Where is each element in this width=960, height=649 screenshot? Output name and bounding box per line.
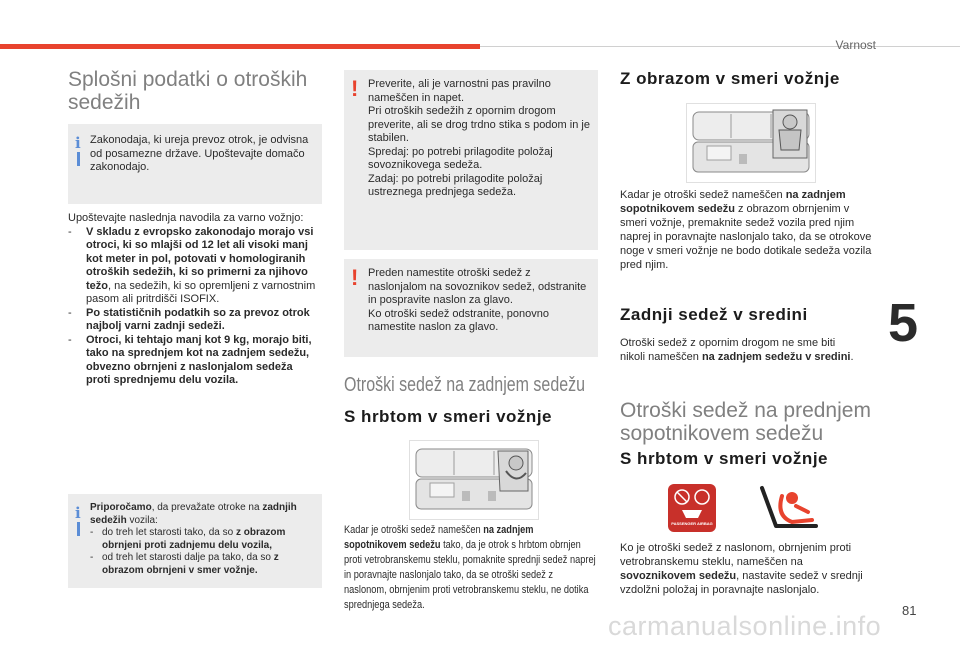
list-item: - V skladu z evropsko zakonodajo morajo vsi otroci, ki so mlajši od 12 let ali visoki manj kot meter in pol, potovati v homologiranih otroških sedežih, ki so primerni za njihovo težo, na sedežih, ki so opremljeni z varnostnim pasom ali pritrdišči ISOFIX. — [68, 225, 316, 305]
forward-seat-svg — [687, 104, 815, 182]
general-body — [68, 212, 320, 388]
warning-icon: ! — [351, 76, 359, 101]
info-icon: i — [75, 134, 81, 152]
forward-facing-text — [620, 188, 876, 272]
header-rule — [480, 46, 960, 47]
cs-text-bold: na zadnjem sedežu v sredini — [701, 351, 851, 363]
header-accent-bar — [0, 44, 480, 49]
forward-facing-illustration — [686, 103, 816, 183]
rear-seat-svg — [410, 441, 538, 519]
sub-list-item: - od treh let starosti dalje pa tako, da so z obrazom obrnjeni v smer vožnje. — [90, 552, 279, 576]
sub-list-item: - do treh let starosti tako, da so z obrazom obrnjeni proti zadnjemu delu vozila, — [90, 527, 286, 551]
list-item: - Otroci, ki tehtajo manj kot 9 kg, morajo biti, tako na sprednjem kot na zadnjem sedežu, obvezno obrnjeni z naslonjalom sedeža proti sprednjemu delu vozila. — [68, 333, 312, 386]
child-seat-icon — [756, 482, 826, 536]
rec-text2: vozila: — [126, 514, 158, 526]
rf-text-bold: na zadnjem sopotnikovem sedežu — [344, 524, 534, 551]
info-box-recommendation — [68, 494, 322, 588]
forward-facing-title: Z obrazom v smeri vožnje — [620, 69, 840, 88]
warning-box-headrest — [344, 259, 598, 357]
fs-text-c: , nastavite sedež v srednji vzdolžni položaj in poravnajte naslonjalo. — [620, 570, 863, 596]
sub-text: od treh let starosti dalje pa tako, da so — [102, 552, 274, 563]
rear-facing-title: S hrbtom v smeri vožnje — [344, 407, 552, 426]
info-bar — [77, 522, 80, 536]
item-rest: , na sedežih, ki so opremljeni z varnostnim pasom ali pritrdišči ISOFIX. — [86, 279, 316, 305]
rec-bold2: zadnjih sedežih — [90, 502, 297, 526]
page-number: 81 — [902, 603, 917, 618]
warning-box-seatbelt — [344, 70, 598, 250]
rec-text: , da prevažate otroke na — [151, 502, 263, 513]
watermark: carmanualsonline.info — [608, 611, 882, 641]
sub-bold: z obrazom obrnjeni proti zadnjemu delu vozila, — [102, 527, 286, 551]
ff-text-a: Kadar je otroški sedež nameščen — [620, 189, 786, 201]
front-seat-title: Otroški sedež na prednjem sopotnikovem sedežu — [620, 399, 871, 445]
rec-bold: Priporočamo — [90, 502, 152, 513]
list-item: - Po statističnih podatkih so za prevoz otrok najbolj varni zadnji sedeži. — [68, 306, 310, 332]
rear-seat-rear-facing-illustration — [409, 440, 539, 520]
cs-text-a: Otroški sedež z opornim drogom ne sme biti nikoli nameščen — [620, 337, 836, 363]
fs-text-bold: sovoznikovem sedežu — [620, 570, 737, 582]
ff-text-c: z obrazom obrnjenim v smeri vožnje, premaknite sedež vozila pred njim naprej in poravnajte naslonjalo tako, da se otrokove noge v smeri vožnje ne bodo dotikale sedeža vozila pred njim. — [620, 203, 872, 271]
chapter-number: 5 — [888, 293, 919, 353]
warning-text-seatbelt: Preverite, ali je varnostni pas pravilno nameščen in napet. Pri otroških sedežih z opornim drogom preverite, ali se drog trdno stika s podom in je stabilen. Spredaj: po potrebi prilagodite položaj sovoznikovega sedeža. Zadaj: po potrebi prilagodite položaj ustreznega prednjega sedeža. — [368, 78, 590, 198]
intro-text: Upoštevajte naslednja navodila za varno vožnjo: — [68, 212, 304, 224]
info-box-legislation — [68, 124, 322, 204]
rear-facing-seat-icon — [756, 482, 826, 536]
center-seat-text — [620, 336, 860, 364]
general-title: Splošni podatki o otroških sedežih — [68, 68, 308, 114]
sub-bold: z obrazom obrnjeni v smer vožnje. — [102, 552, 279, 576]
fs-text-a: Ko je otroški sedež z naslonom, obrnjenim proti vetrobranskemu steklu, nameščen na — [620, 542, 852, 568]
info-text-legislation: Zakonodaja, ki ureja prevoz otrok, je odvisna od posamezne države. Upoštevajte domačo zakonodajo. — [90, 134, 309, 173]
item-bold: Po statističnih podatkih so za prevoz otrok najbolj varni zadnji sedeži. — [86, 306, 310, 332]
airbag-label-text: PASSENGER AIRBAG — [671, 521, 713, 526]
rf-text-a: Kadar je otroški sedež nameščen — [344, 524, 484, 536]
warning-text-headrest: Preden namestite otroški sedež z naslonjalom na sovoznikov sedež, odstranite in pospravite naslon za glavo. Ko otroški sedež odstranite, ponovno namestite naslon za glavo. — [368, 267, 587, 333]
sub-text: do treh let starosti tako, da so — [102, 527, 236, 538]
rear-facing-text — [344, 523, 596, 613]
center-seat-title: Zadnji sedež v sredini — [620, 305, 808, 324]
info-bar — [77, 152, 80, 166]
item-bold: V skladu z evropsko zakonodajo morajo vsi otroci, ki so mlajši od 12 let ali visoki manj kot meter in pol, potovati v homologiranih otroških sedežih, ki so primerni za njihovo težo — [86, 225, 314, 292]
warning-icon: ! — [351, 265, 359, 290]
front-rear-facing-title: S hrbtom v smeri vožnje — [620, 449, 828, 468]
airbag-warning-label — [668, 484, 716, 532]
cs-text-c: . — [850, 351, 854, 363]
info-icon: i — [75, 504, 81, 522]
section-title: Varnost — [835, 38, 876, 52]
item-bold: Otroci, ki tehtajo manj kot 9 kg, morajo biti, tako na sprednjem kot na zadnjem sedežu, obvezno obrnjeni z naslonjalom sedeža proti sprednjemu delu vozila. — [86, 333, 312, 386]
ff-text-bold: na zadnjem sopotnikovem sedežu — [620, 189, 846, 215]
front-seat-text — [620, 541, 870, 597]
rear-seat-title: Otroški sedež na zadnjem sedežu — [344, 374, 586, 396]
rf-text-c: tako, da je otrok s hrbtom obrnjen proti vetrobranskemu steklu, pomaknite sprednji sedež naprej in poravnajte naslonjalo tako, da se otroški sedež z naslonom, obrnjenim proti vetrobranskemu steklu, ne dotika sprednjega sedeža. — [344, 539, 596, 611]
rear-seat-title-wrap — [344, 374, 600, 397]
info-text-recommendation — [90, 502, 316, 577]
